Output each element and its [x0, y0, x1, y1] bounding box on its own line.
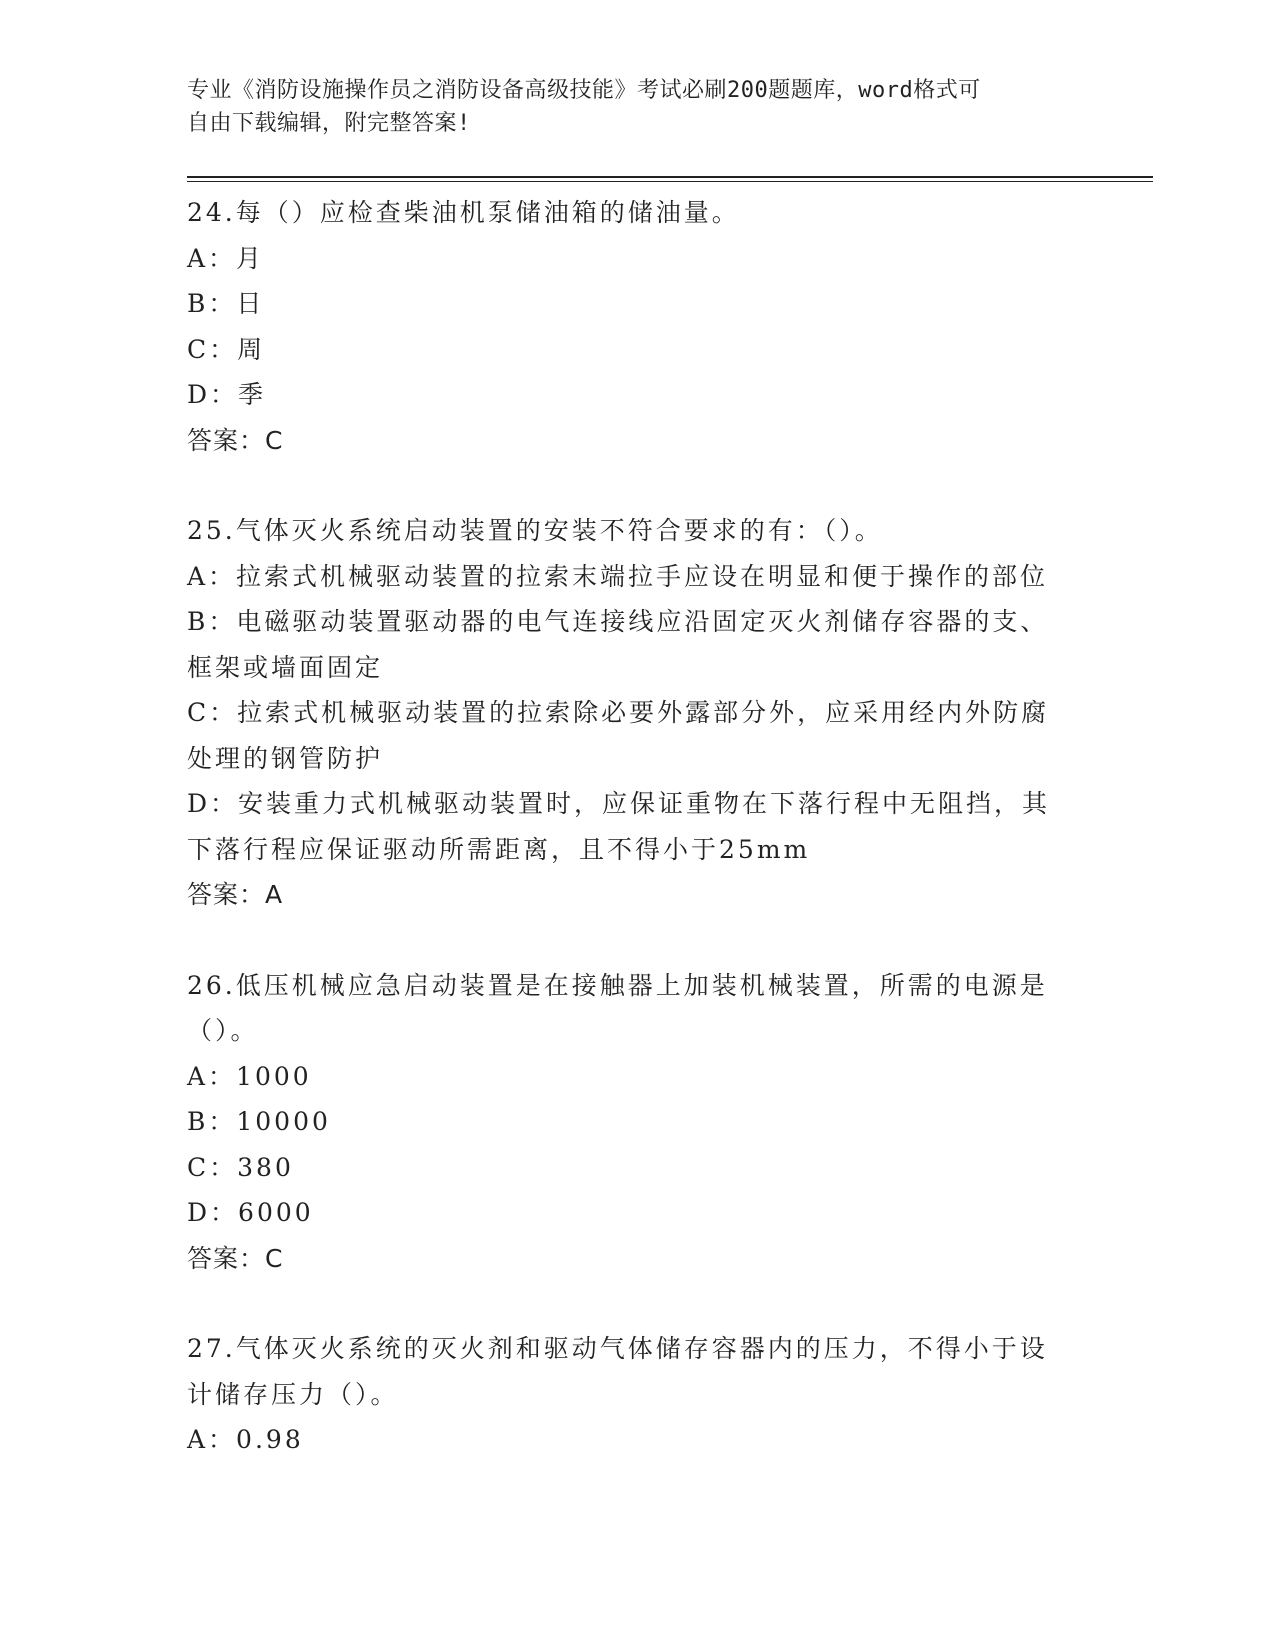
option-c: C：380 [187, 1152, 294, 1182]
header-line-2: 自由下载编辑，附完整答案! [187, 111, 471, 136]
option-a: A：拉索式机械驱动装置的拉索末端拉手应设在明显和便于操作的部位 [187, 561, 1049, 591]
option-c: C：拉索式机械驱动装置的拉索除必要外露部分外，应采用经内外防腐处理的钢管防护 [187, 698, 1050, 773]
option-d: D：6000 [187, 1198, 314, 1227]
question-24 [187, 190, 1067, 463]
question-stem: 25.气体灭火系统启动装置的安装不符合要求的有：（）。 [187, 516, 883, 545]
option-d: D：安装重力式机械驱动装置时，应保证重物在下落行程中无阻挡，其下落行程应保证驱动所需距离，且不得小于25mm [187, 789, 1051, 864]
option-a: A：0.98 [187, 1425, 304, 1454]
question-27 [187, 1326, 1067, 1463]
question-stem: 26.低压机械应急启动装置是在接触器上加装机械装置，所需的电源是（）。 [187, 970, 1048, 1045]
answer-label: 答案：C [187, 425, 284, 455]
option-b: B：日 [187, 289, 265, 318]
option-c: C：周 [187, 334, 266, 364]
header-divider-thin [187, 181, 1153, 182]
answer-label: 答案：A [187, 880, 284, 909]
document-header [187, 74, 1067, 140]
header-line-1: 专业《消防设施操作员之消防设备高级技能》考试必刷200题题库，word格式可 [187, 78, 981, 103]
option-a: A：月 [187, 243, 265, 273]
question-26 [187, 963, 1067, 1282]
option-b: B：电磁驱动装置驱动器的电气连接线应沿固定灭火剂储存容器的支、框架或墙面固定 [187, 607, 1049, 682]
question-stem: 27.气体灭火系统的灭火剂和驱动气体储存容器内的压力，不得小于设计储存压力（）。 [187, 1334, 1048, 1409]
option-d: D：季 [187, 380, 267, 409]
answer-label: 答案：C [187, 1243, 284, 1273]
header-divider-thick [187, 176, 1153, 178]
question-list [187, 190, 1067, 1508]
option-b: B：10000 [187, 1107, 331, 1136]
option-a: A：1000 [187, 1061, 312, 1091]
question-stem: 24.每（）应检查柴油机泵储油箱的储油量。 [187, 198, 740, 227]
question-25 [187, 508, 1067, 918]
